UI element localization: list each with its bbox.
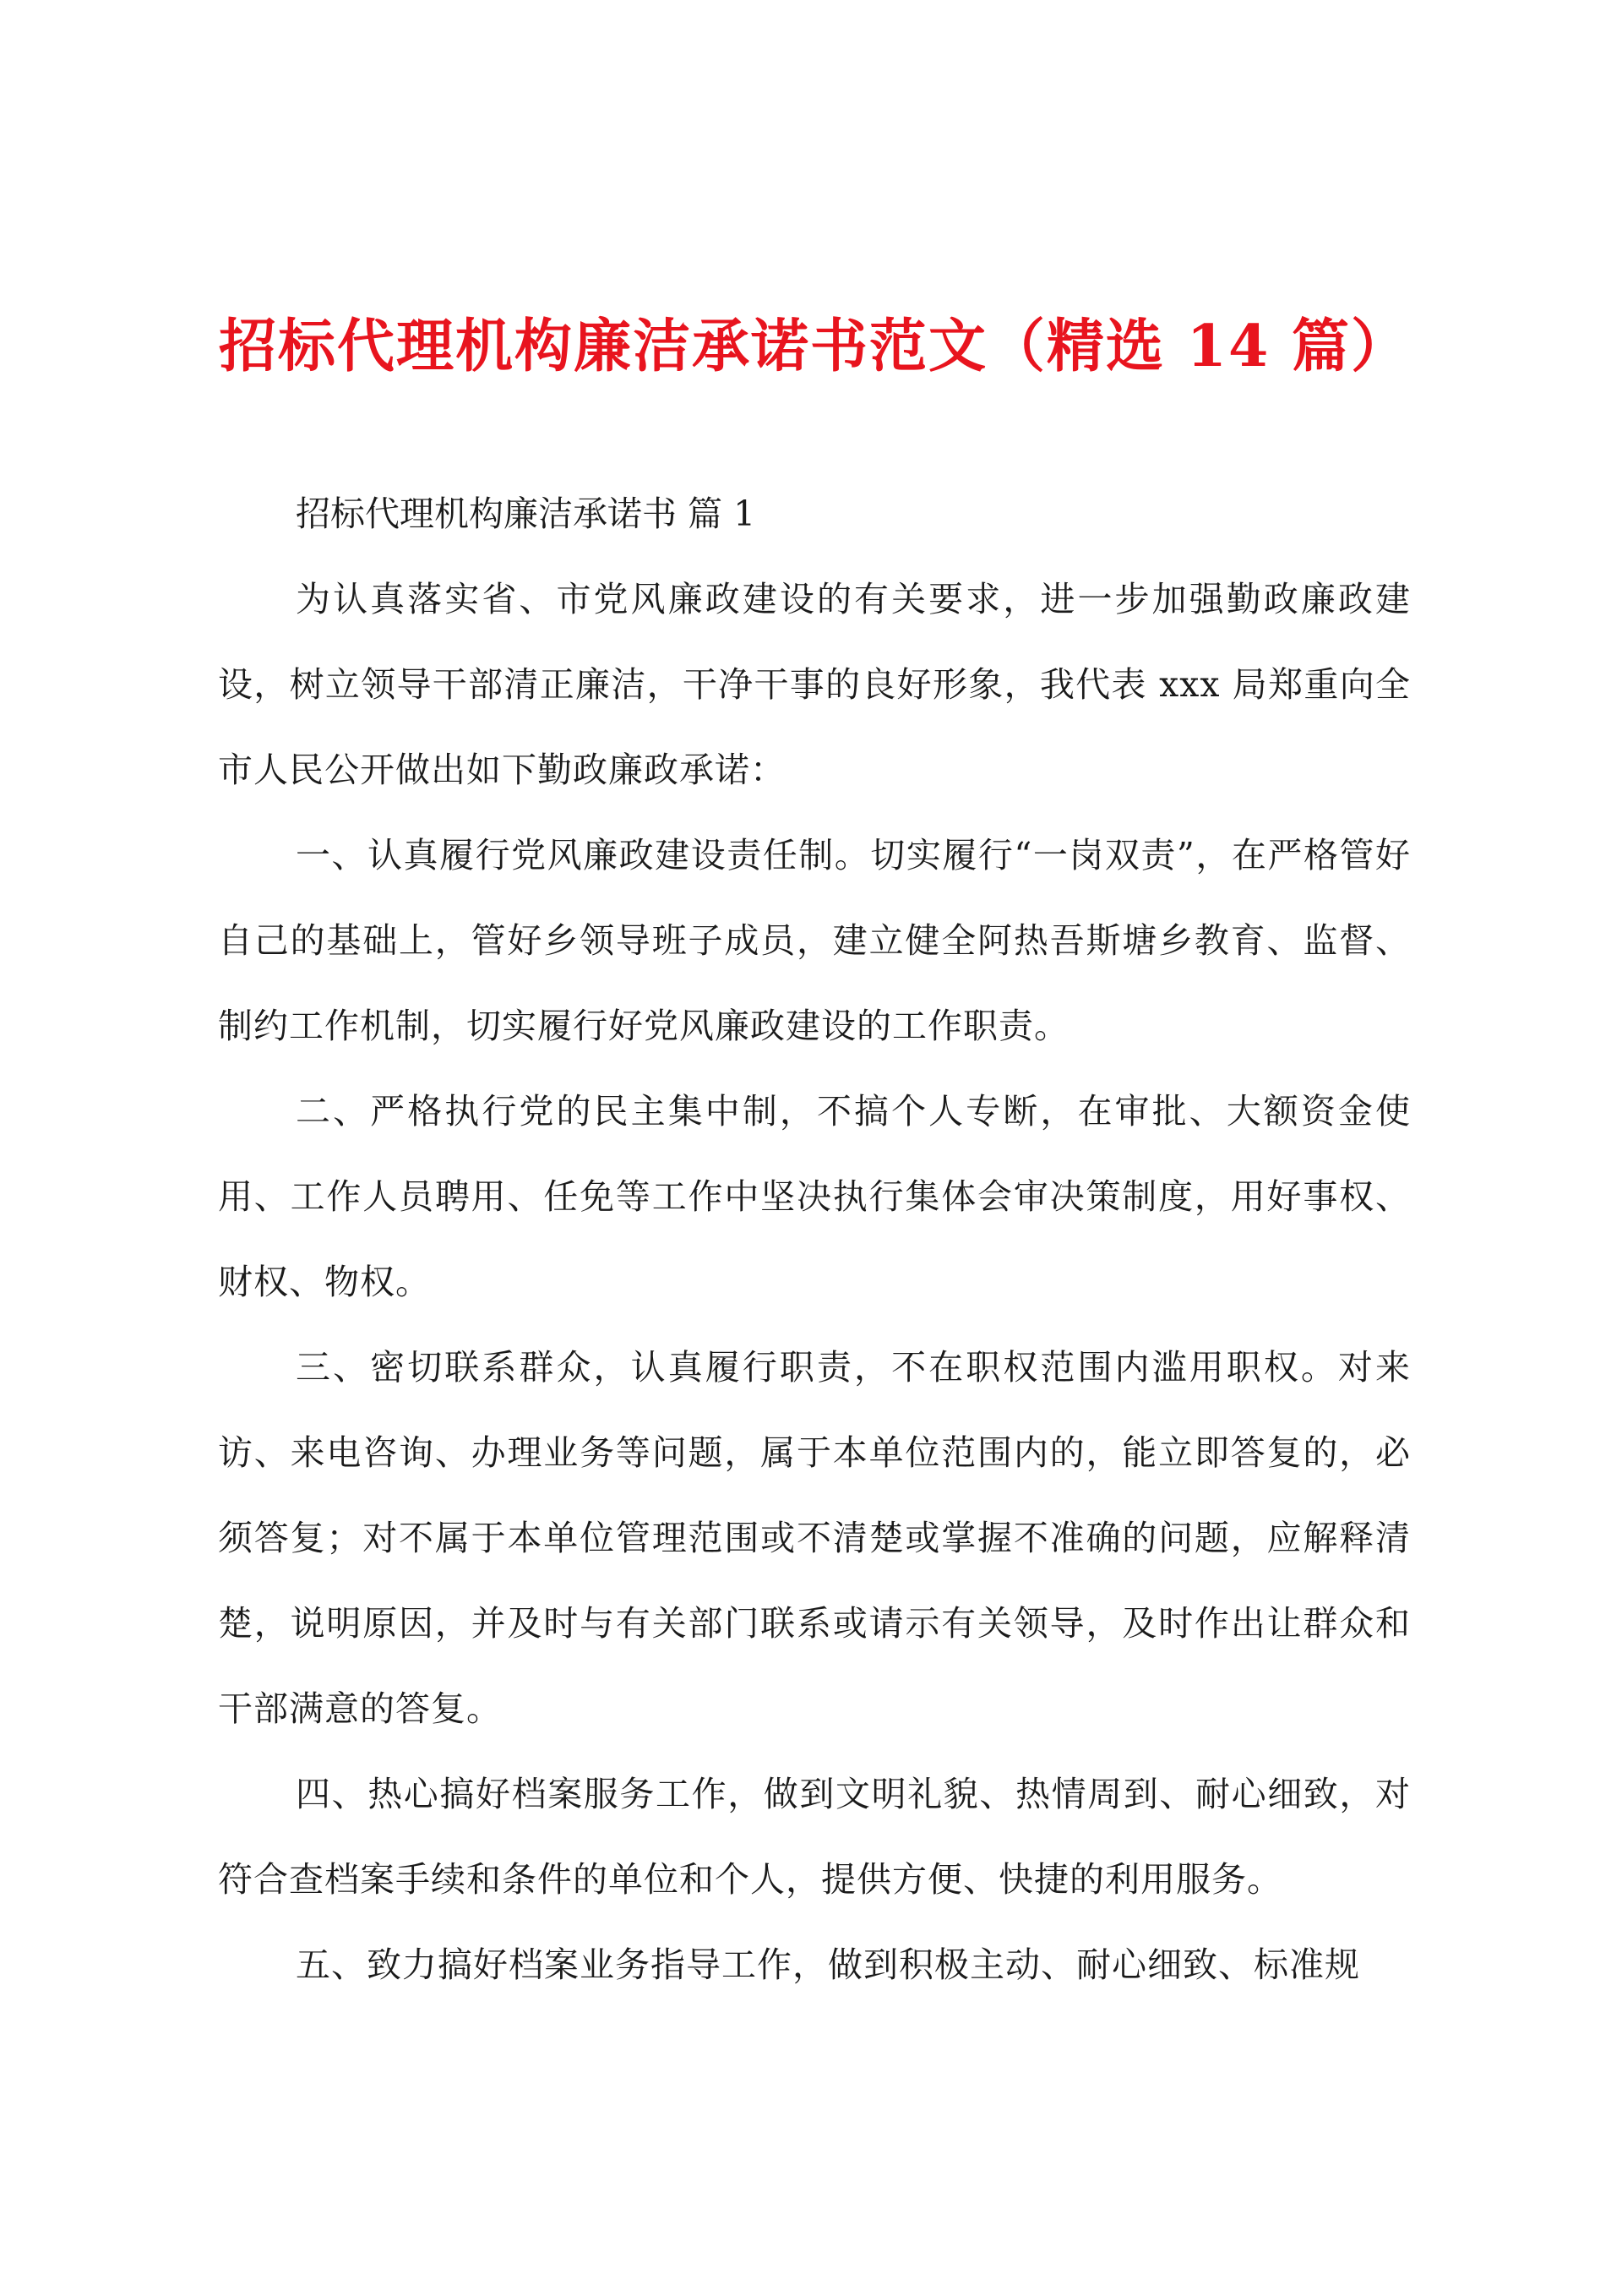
paragraph-2: 二、严格执行党的民主集中制，不搞个人专断，在审批、大额资金使用、工作人员聘用、任免等工作中坚决执行集体会审决策制度，用好事权、财权、物权。 [218,1091,1411,1302]
document-title: 招标代理机构廉洁承诺书范文（精选 14 篇） [219,313,1410,380]
section-heading: 招标代理机构廉洁承诺书 篇 1 [296,494,756,534]
paragraph-4: 四、热心搞好档案服务工作，做到文明礼貌、热情周到、耐心细致，对符合查档案手续和条件的单位和个人，提供方便、快捷的利用服务。 [218,1774,1411,1900]
paragraph-3: 三、密切联系群众，认真履行职责，不在职权范围内滥用职权。对来访、来电咨询、办理业务等问题，属于本单位范围内的，能立即答复的，必须答复；对不属于本单位管理范围或不清楚或掌握不准确的问题，应解释清楚，说明原因，并及时与有关部门联系或请示有关领导，及时作出让群众和干部满意的答复。 [218,1347,1411,1729]
paragraph-intro: 为认真落实省、市党风廉政建设的有关要求，进一步加强勤政廉政建设，树立领导干部清正廉洁，干净干事的良好形象，我代表 xxx 局郑重向全市人民公开做出如下勤政廉政承诺： [218,579,1411,790]
paragraph-1: 一、认真履行党风廉政建设责任制。切实履行“一岗双责”，在严格管好自己的基础上，管好乡领导班子成员，建立健全阿热吾斯塘乡教育、监督、制约工作机制，切实履行好党风廉政建设的工作职责。 [218,835,1411,1046]
paragraph-5: 五、致力搞好档案业务指导工作，做到积极主动、耐心细致、标准规 [296,1944,1360,1985]
